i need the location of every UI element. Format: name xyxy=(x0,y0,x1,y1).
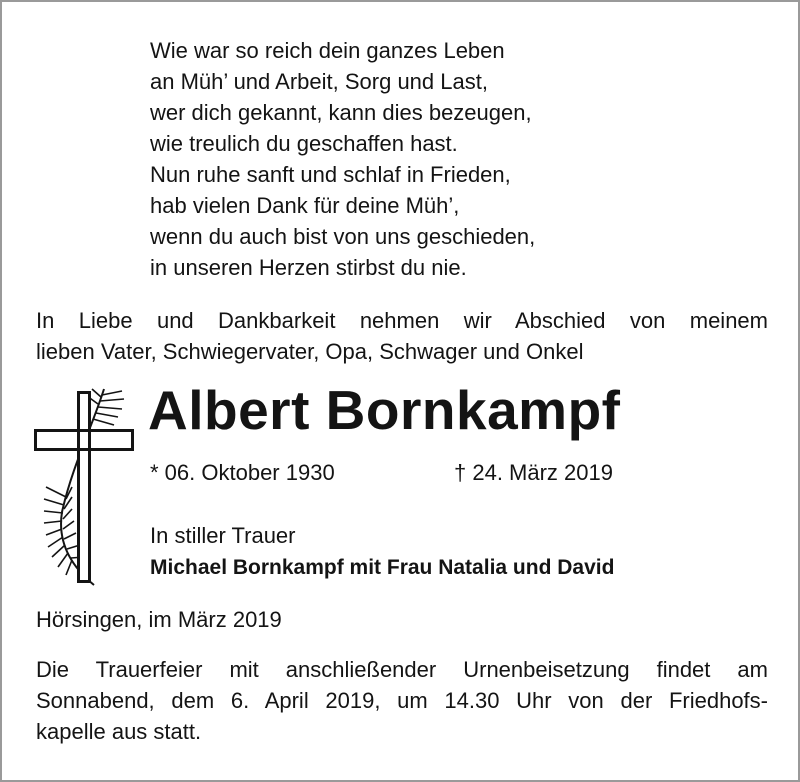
poem-line: an Müh’ und Arbeit, Sorg und Last, xyxy=(150,69,488,94)
farewell-intro xyxy=(36,305,768,367)
funeral-line: Die Trauerfeier mit anschließender Urnenbeisetzung findet am xyxy=(36,657,768,682)
intro-line: lieben Vater, Schwiegervater, Opa, Schwager und Onkel xyxy=(36,339,584,364)
poem-line: wenn du auch bist von uns geschieden, xyxy=(150,224,536,249)
poem-line: hab vielen Dank für deine Müh’, xyxy=(150,193,460,218)
birth-date: * 06. Oktober 1930 xyxy=(150,460,335,485)
poem-line: wer dich gekannt, kann dies bezeugen, xyxy=(150,100,532,125)
mourners-names: Michael Bornkampf mit Frau Natalia und David xyxy=(150,556,615,579)
intro-line: In Liebe und Dankbarkeit nehmen wir Abschied von meinem xyxy=(36,308,768,333)
cross-with-palm-branch-icon xyxy=(32,387,138,587)
poem-line: wie treulich du geschaffen hast. xyxy=(150,131,458,156)
place-and-date: Hörsingen, im März 2019 xyxy=(36,607,282,632)
funeral-info xyxy=(36,654,768,747)
death-date: † 24. März 2019 xyxy=(454,460,613,485)
funeral-line: Sonnabend, dem 6. April 2019, um 14.30 Uhr von der Friedhofs- xyxy=(36,688,768,713)
deceased-name: Albert Bornkampf xyxy=(148,379,621,441)
poem-line: Wie war so reich dein ganzes Leben xyxy=(150,38,505,63)
mourning-label: In stiller Trauer xyxy=(150,523,296,548)
memorial-poem xyxy=(150,35,670,283)
funeral-line: kapelle aus statt. xyxy=(36,719,202,744)
poem-line: Nun ruhe sanft und schlaf in Frieden, xyxy=(150,162,511,187)
poem-line: in unseren Herzen stirbst du nie. xyxy=(150,255,467,280)
